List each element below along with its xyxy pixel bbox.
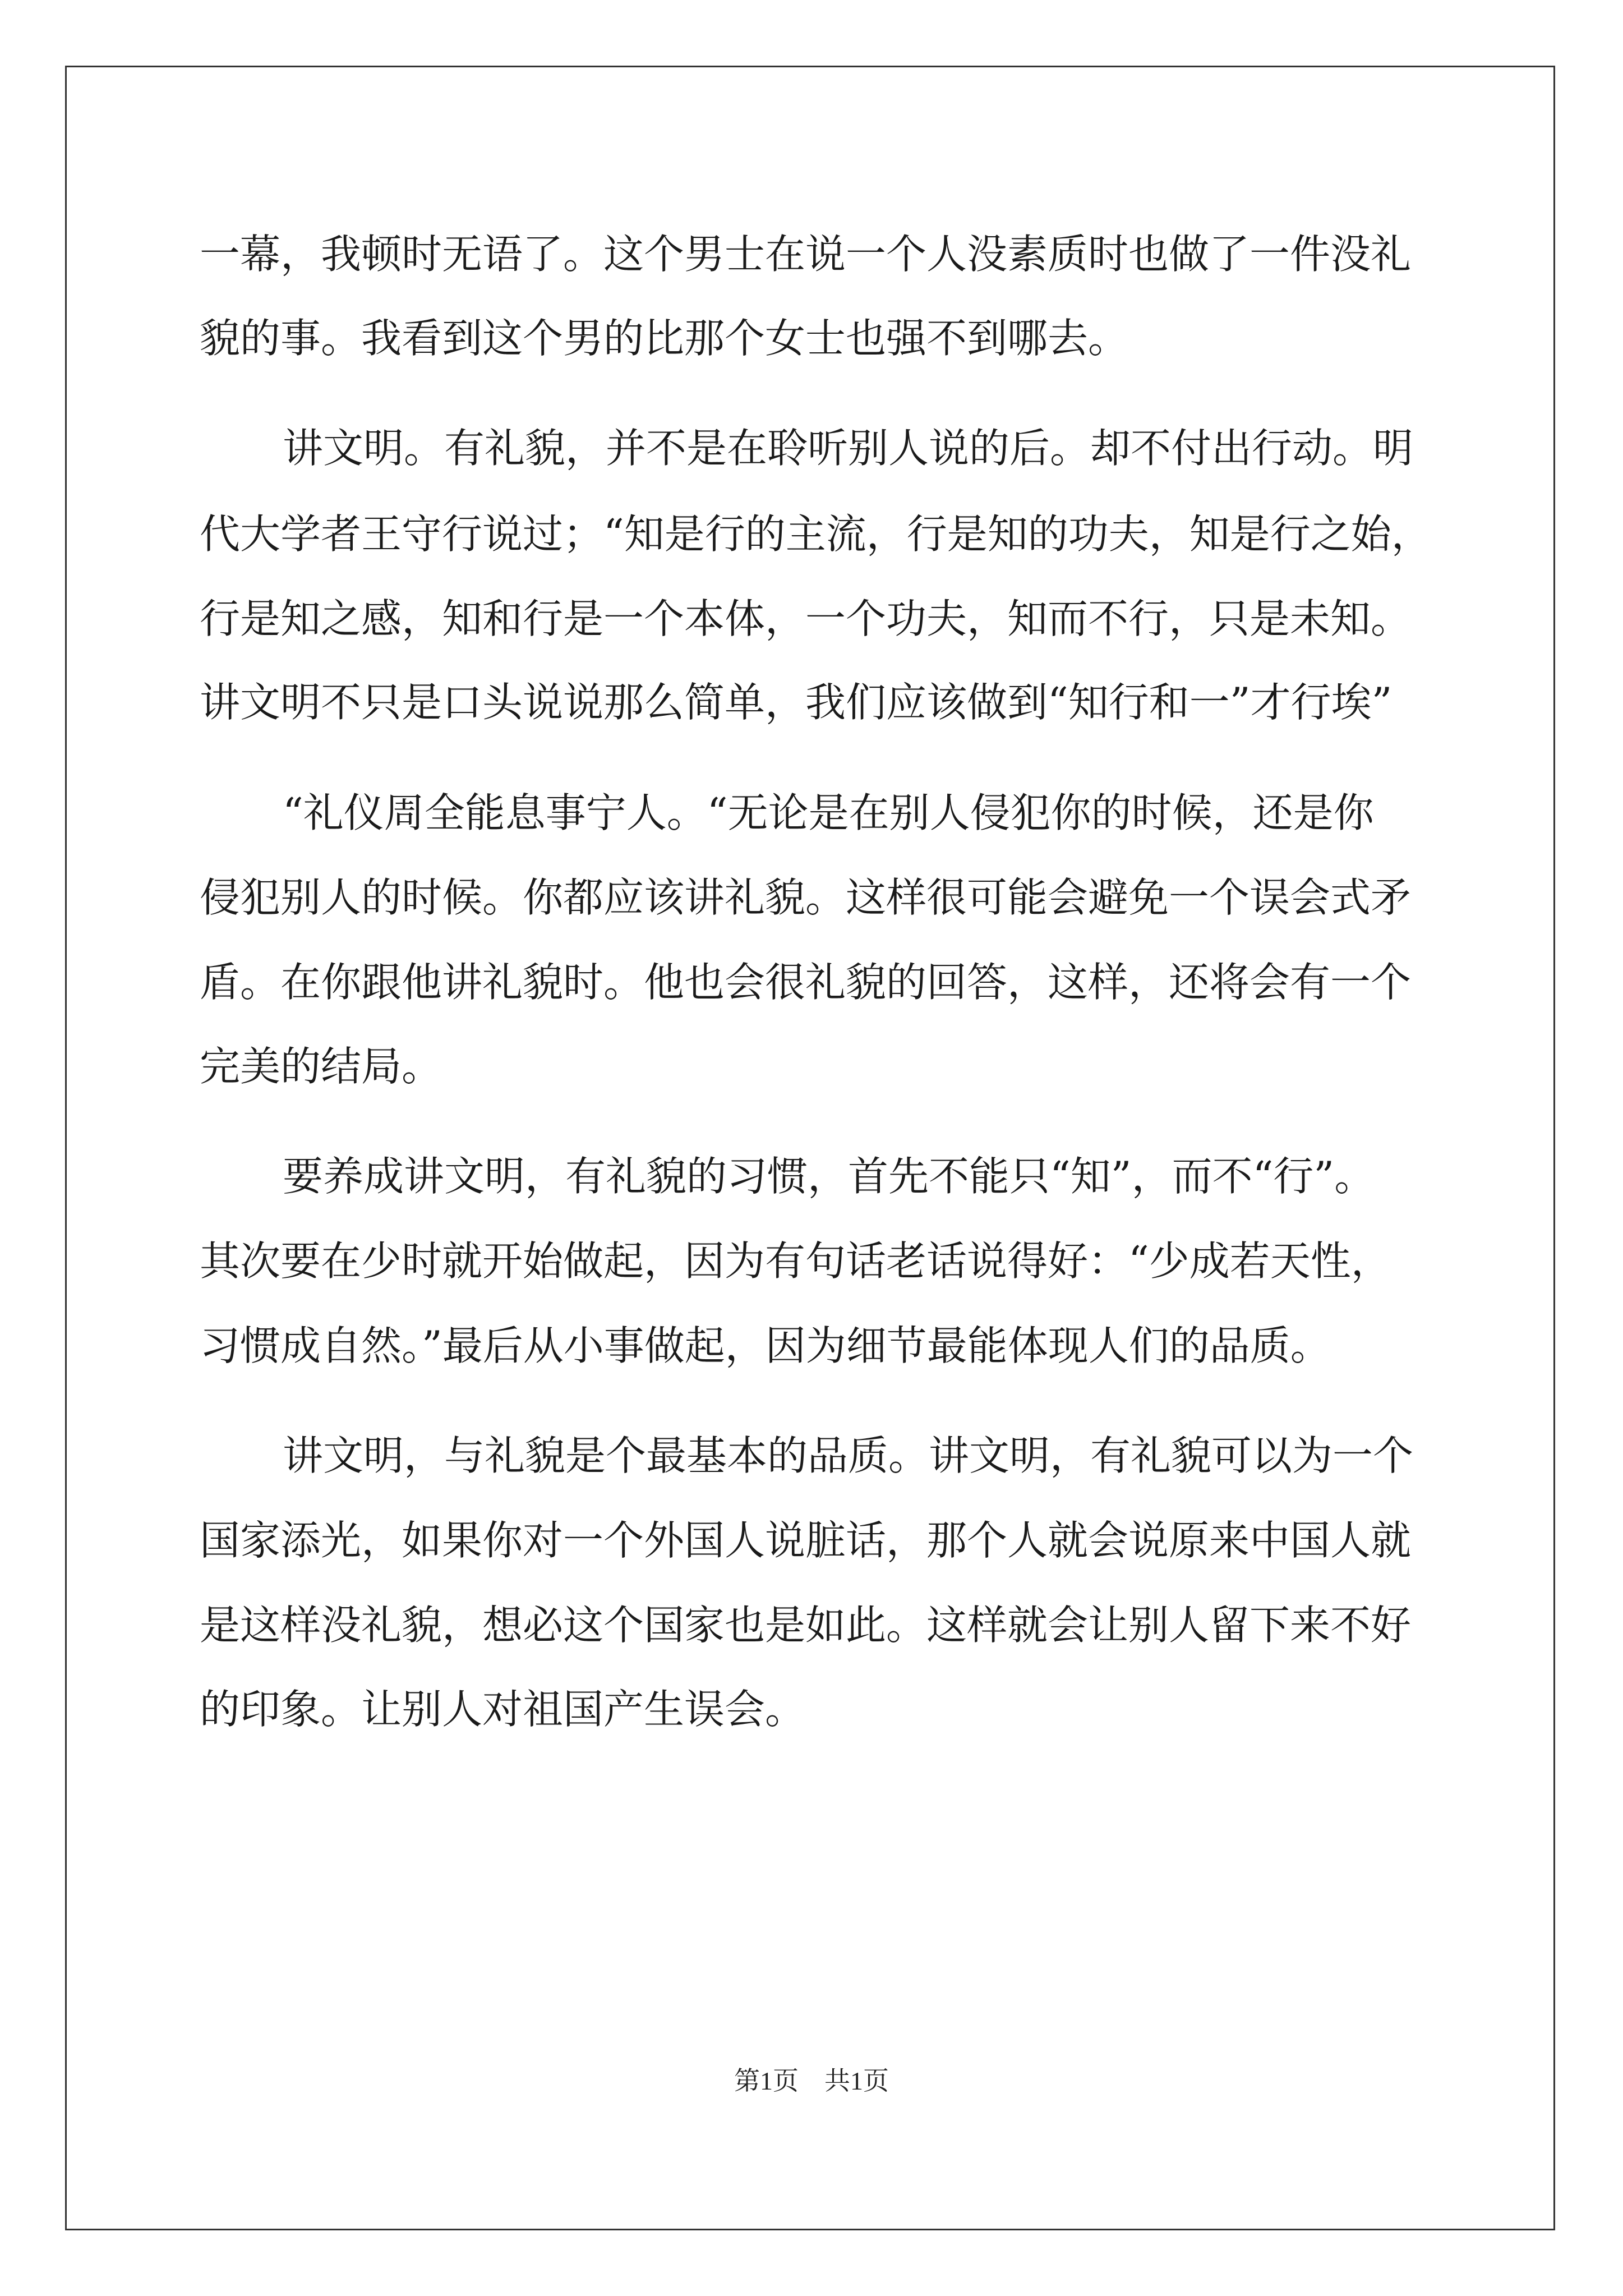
text-line: 一幕，我顿时无语了。这个男士在说一个人没素质时也做了一件没礼: [200, 231, 1412, 278]
text-line: 要养成讲文明，有礼貌的习惯，首先不能只“知”，而不“行”。: [283, 1153, 1375, 1200]
page-footer: [0, 2064, 1623, 2098]
text-line: 貌的事。我看到这个男的比那个女士也强不到哪去。: [200, 315, 1129, 362]
text-line: 行是知之感，知和行是一个本体，一个功夫，知而不行，只是未知。: [200, 595, 1412, 642]
text-line: 是这样没礼貌，想必这个国家也是如此。这样就会让别人留下来不好: [200, 1602, 1412, 1649]
text-line: 其次要在少时就开始做起，因为有句话老话说得好：“少成若天性，: [200, 1237, 1391, 1285]
text-line: 盾。在你跟他讲礼貌时。他也会很礼貌的回答，这样，还将会有一个: [200, 959, 1412, 1006]
text-line: 习惯成自然。”最后从小事做起，因为细节最能体现人们的品质。: [200, 1322, 1331, 1369]
text-line: 讲文明，与礼貌是个最基本的品质。讲文明，有礼貌可以为一个: [283, 1432, 1414, 1479]
text-line: 的印象。让别人对祖国产生误会。: [200, 1686, 806, 1733]
text-line: 代大学者王守行说过；“知是行的主流，行是知的功夫，知是行之始，: [200, 510, 1432, 558]
page-number: 第1页: [734, 2067, 799, 2095]
text-line: 国家添光，如果你对一个外国人说脏话，那个人就会说原来中国人就: [200, 1517, 1412, 1564]
text-line: 侵犯别人的时候。你都应该讲礼貌。这样很可能会避免一个误会式矛: [200, 874, 1412, 921]
page-total: 共1页: [824, 2067, 889, 2095]
text-line: 讲文明。有礼貌，并不是在聆听别人说的后。却不付出行动。明: [283, 425, 1414, 472]
text-line: 讲文明不只是口头说说那么简单，我们应该做到“知行和一”才行埃”: [200, 679, 1393, 726]
text-line: 完美的结局。: [200, 1043, 442, 1090]
text-line: “礼仪周全能息事宁人。“无论是在别人侵犯你的时候，还是你: [283, 789, 1374, 836]
